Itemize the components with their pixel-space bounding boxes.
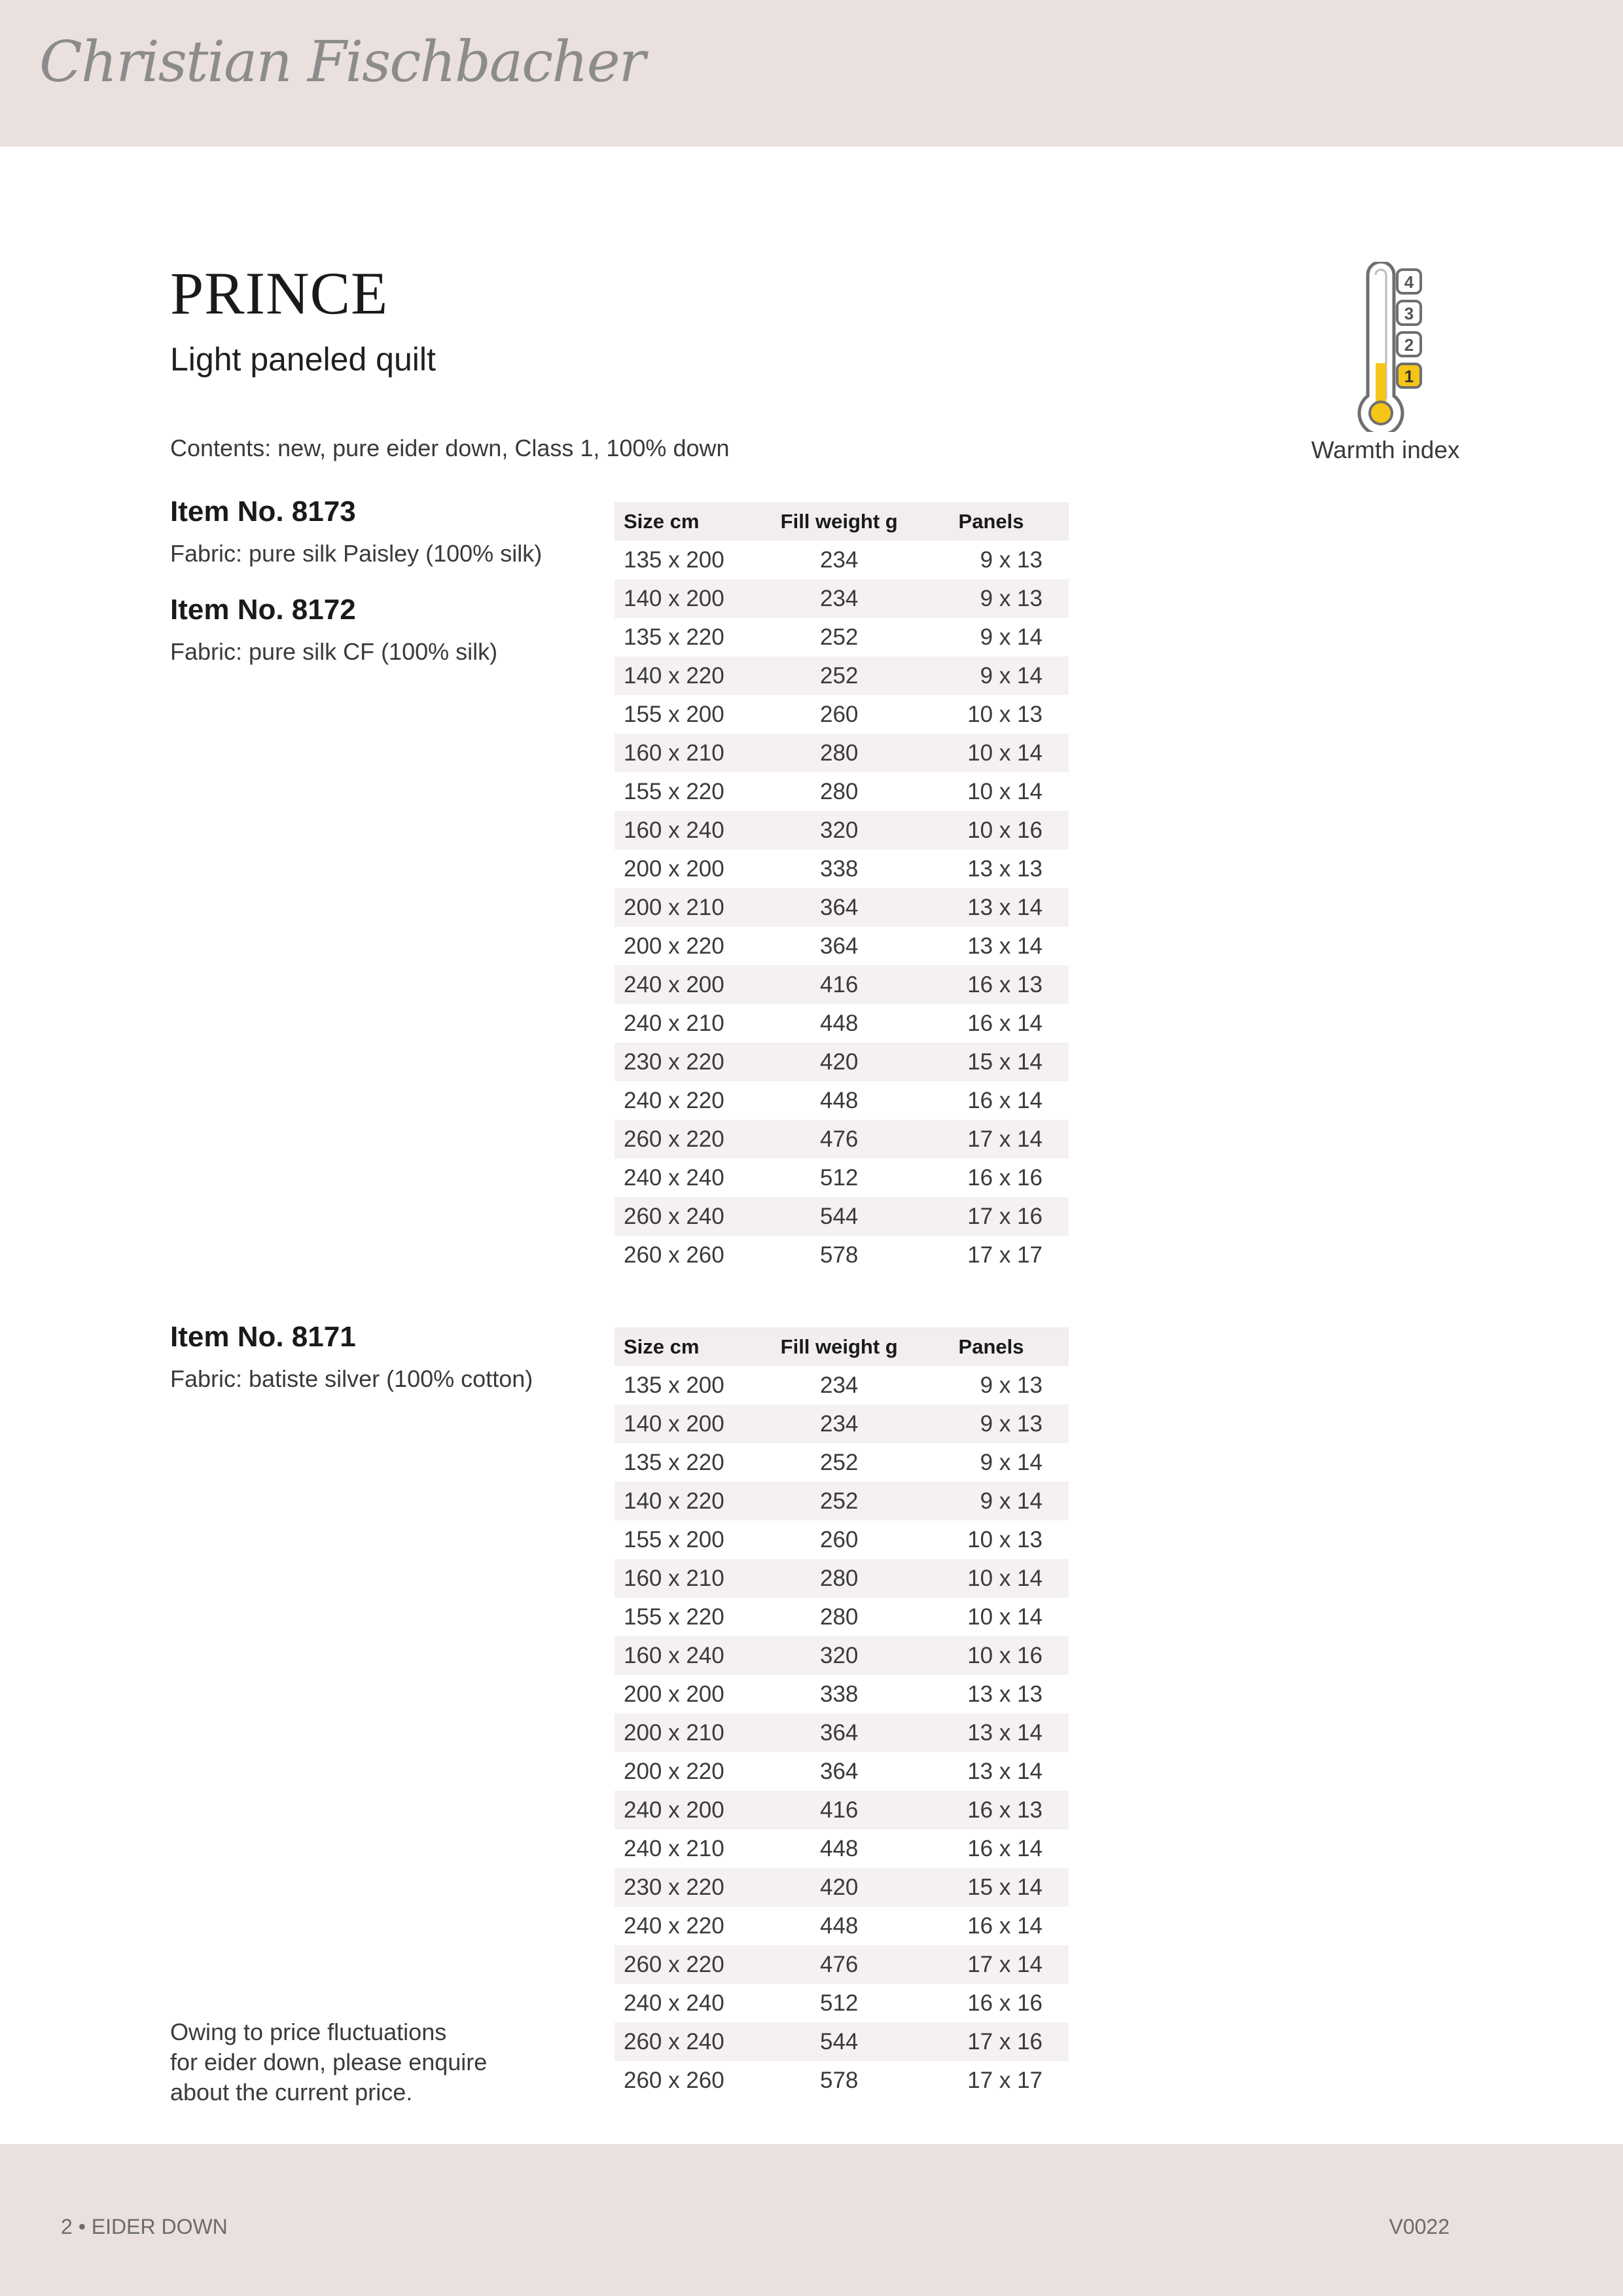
- cell-size: 240 x 240: [624, 1164, 724, 1191]
- cell-fill-weight: 448: [820, 1835, 859, 1861]
- table-row: [615, 656, 1069, 695]
- cell-size: 140 x 220: [615, 656, 764, 695]
- table-row: [615, 1559, 1069, 1598]
- item-fabric: Fabric: batiste silver (100% cotton): [170, 1365, 533, 1392]
- price-note-line: Owing to price fluctuations: [170, 2018, 447, 2045]
- cell-size: 260 x 260: [624, 2067, 724, 2093]
- cell-size: 200 x 200: [624, 1681, 724, 1707]
- cell-size: 260 x 240: [615, 1197, 764, 1236]
- cell-size: 160 x 240: [615, 1636, 764, 1675]
- cell-size: 135 x 220: [624, 1449, 724, 1475]
- cell-size: 240 x 220: [624, 1912, 724, 1939]
- brand-logo: Christian Fischbacher: [39, 29, 645, 95]
- table-row: [615, 1945, 1069, 1984]
- cell-size: 160 x 210: [615, 1559, 764, 1598]
- table-row: [615, 1520, 1069, 1559]
- cell-size: 135 x 220: [624, 624, 724, 650]
- cell-size: 240 x 240: [624, 1990, 724, 2016]
- cell-size: 200 x 220: [624, 933, 724, 959]
- cell-size: 260 x 240: [615, 2022, 764, 2061]
- cell-size: 155 x 220: [624, 1604, 724, 1630]
- cell-size: 260 x 220: [615, 1120, 764, 1158]
- cell-size: 230 x 220: [615, 1043, 764, 1081]
- cell-size: 230 x 220: [615, 1868, 764, 1907]
- mercury-fill: [1376, 363, 1386, 406]
- cell-fill-weight: 280: [820, 1604, 859, 1630]
- product-title: PRINCE: [170, 260, 389, 327]
- table-row: [615, 888, 1069, 927]
- item-title: Item No. 8173: [170, 495, 356, 528]
- cell-panels: 16 x 14: [967, 1087, 1043, 1113]
- cell-fill-weight: 252: [764, 656, 914, 695]
- table-row: [615, 1791, 1069, 1829]
- cell-panels: 13 x 14: [967, 1758, 1043, 1784]
- cell-panels: 9 x 14: [980, 1449, 1043, 1475]
- cell-fill-weight: 544: [764, 1197, 914, 1236]
- warmth-level-label: 2: [1404, 335, 1414, 355]
- cell-size: 200 x 200: [624, 855, 724, 882]
- cell-panels: 9 x 14: [980, 624, 1043, 650]
- item-fabric: Fabric: pure silk Paisley (100% silk): [170, 540, 543, 567]
- column-header-size: Size cm: [615, 1327, 764, 1366]
- cell-fill-weight: 364: [820, 933, 859, 959]
- page-label: 2 • EIDER DOWN: [61, 2215, 228, 2238]
- cell-size: 155 x 220: [624, 778, 724, 804]
- table-row: [615, 1236, 1069, 1274]
- warmth-level-label: 4: [1404, 272, 1414, 292]
- cell-fill-weight: 476: [764, 1120, 914, 1158]
- cell-size: 135 x 200: [624, 547, 724, 573]
- table-row: [615, 579, 1069, 618]
- cell-size: 155 x 200: [624, 701, 724, 727]
- product-subtitle: Light paneled quilt: [170, 341, 436, 378]
- cell-size: 135 x 200: [624, 1372, 724, 1398]
- cell-fill-weight: 280: [764, 1559, 914, 1598]
- cell-fill-weight: 578: [820, 1242, 859, 1268]
- cell-fill-weight: 320: [764, 811, 914, 850]
- cell-fill-weight: 448: [820, 1087, 859, 1113]
- header-bar: [0, 0, 1623, 147]
- table-row: [615, 734, 1069, 772]
- table-row: [615, 965, 1069, 1004]
- table-row: [615, 1598, 1069, 1636]
- cell-fill-weight: 364: [820, 1758, 859, 1784]
- cell-fill-weight: 476: [764, 1945, 914, 1984]
- cell-fill-weight: 544: [764, 2022, 914, 2061]
- table-row: [615, 541, 1069, 579]
- table-row: [615, 1197, 1069, 1236]
- cell-panels: 9 x 13: [914, 579, 1069, 618]
- cell-fill-weight: 234: [820, 547, 859, 573]
- cell-fill-weight: 234: [764, 1405, 914, 1443]
- table-row: [615, 850, 1069, 888]
- cell-size: 140 x 220: [615, 1482, 764, 1520]
- cell-panels: 13 x 13: [967, 855, 1043, 882]
- table-row: [615, 772, 1069, 811]
- cell-fill-weight: 252: [820, 1449, 859, 1475]
- table-row: [615, 1120, 1069, 1158]
- cell-panels: 9 x 13: [980, 547, 1043, 573]
- cell-panels: 17 x 16: [914, 1197, 1069, 1236]
- cell-size: 240 x 200: [615, 965, 764, 1004]
- cell-fill-weight: 260: [820, 1526, 859, 1552]
- cell-fill-weight: 364: [764, 888, 914, 927]
- table-row: [615, 1868, 1069, 1907]
- cell-fill-weight: 234: [764, 579, 914, 618]
- cell-panels: 16 x 14: [967, 1835, 1043, 1861]
- thermometer-icon: [1335, 262, 1466, 432]
- cell-panels: 9 x 14: [914, 656, 1069, 695]
- cell-panels: 16 x 14: [967, 1912, 1043, 1939]
- warmth-level-label: 1: [1404, 367, 1414, 386]
- table-row: [615, 618, 1069, 656]
- column-header-panels: Panels: [914, 1327, 1069, 1366]
- item-title: Item No. 8171: [170, 1321, 356, 1353]
- cell-panels: 10 x 14: [967, 778, 1043, 804]
- spec-table-1: [615, 502, 1069, 1274]
- cell-size: 200 x 210: [615, 888, 764, 927]
- table-row: [615, 1907, 1069, 1945]
- table-row: [615, 1405, 1069, 1443]
- cell-panels: 10 x 13: [967, 1526, 1043, 1552]
- cell-size: 160 x 240: [615, 811, 764, 850]
- cell-panels: 16 x 14: [967, 1010, 1043, 1036]
- cell-panels: 15 x 14: [914, 1868, 1069, 1907]
- cell-size: 140 x 200: [615, 1405, 764, 1443]
- cell-size: 155 x 200: [624, 1526, 724, 1552]
- table-row: [615, 1366, 1069, 1405]
- table-row: [615, 2022, 1069, 2061]
- cell-panels: 9 x 13: [980, 1372, 1043, 1398]
- cell-size: 240 x 210: [624, 1835, 724, 1861]
- cell-panels: 13 x 14: [914, 888, 1069, 927]
- cell-size: 160 x 210: [615, 734, 764, 772]
- item-fabric: Fabric: pure silk CF (100% silk): [170, 638, 498, 665]
- cell-fill-weight: 364: [764, 1713, 914, 1752]
- table-row: [615, 1984, 1069, 2022]
- cell-size: 240 x 200: [615, 1791, 764, 1829]
- table-row: [615, 1443, 1069, 1482]
- cell-fill-weight: 416: [764, 1791, 914, 1829]
- cell-panels: 16 x 13: [914, 1791, 1069, 1829]
- cell-fill-weight: 338: [820, 1681, 859, 1707]
- cell-size: 260 x 260: [624, 1242, 724, 1268]
- cell-fill-weight: 252: [764, 1482, 914, 1520]
- cell-panels: 9 x 14: [914, 1482, 1069, 1520]
- column-header-fill-weight: Fill weight g: [764, 502, 914, 541]
- cell-size: 200 x 210: [615, 1713, 764, 1752]
- table-header-row: [615, 1327, 1069, 1366]
- cell-fill-weight: 420: [764, 1043, 914, 1081]
- cell-panels: 10 x 16: [914, 1636, 1069, 1675]
- table-header-row: [615, 502, 1069, 541]
- table-row: [615, 1482, 1069, 1520]
- cell-panels: 10 x 14: [914, 1559, 1069, 1598]
- cell-fill-weight: 578: [820, 2067, 859, 2093]
- cell-panels: 15 x 14: [914, 1043, 1069, 1081]
- cell-panels: 10 x 14: [967, 1604, 1043, 1630]
- cell-fill-weight: 512: [820, 1990, 859, 2016]
- cell-panels: 17 x 17: [967, 2067, 1043, 2093]
- price-note-line: for eider down, please enquire: [170, 2049, 488, 2075]
- table-row: [615, 1158, 1069, 1197]
- cell-fill-weight: 260: [820, 701, 859, 727]
- table-row: [615, 927, 1069, 965]
- cell-panels: 17 x 14: [914, 1945, 1069, 1984]
- table-row: [615, 1004, 1069, 1043]
- cell-fill-weight: 512: [820, 1164, 859, 1191]
- cell-panels: 17 x 17: [967, 1242, 1043, 1268]
- cell-fill-weight: 448: [820, 1010, 859, 1036]
- cell-panels: 13 x 14: [914, 1713, 1069, 1752]
- table-row: [615, 1829, 1069, 1868]
- item-title: Item No. 8172: [170, 594, 356, 626]
- table-row: [615, 1081, 1069, 1120]
- version-code: V0022: [1389, 2215, 1450, 2238]
- warmth-level-label: 3: [1404, 304, 1414, 323]
- table-row: [615, 2061, 1069, 2100]
- table-row: [615, 1636, 1069, 1675]
- cell-fill-weight: 448: [820, 1912, 859, 1939]
- cell-panels: 17 x 14: [914, 1120, 1069, 1158]
- product-contents: Contents: new, pure eider down, Class 1, 100% down: [170, 435, 730, 461]
- column-header-size: Size cm: [615, 502, 764, 541]
- table-row: [615, 1043, 1069, 1081]
- cell-panels: 10 x 16: [914, 811, 1069, 850]
- table-row: [615, 1675, 1069, 1713]
- cell-fill-weight: 280: [764, 734, 914, 772]
- column-header-panels: Panels: [914, 502, 1069, 541]
- cell-fill-weight: 420: [764, 1868, 914, 1907]
- cell-panels: 9 x 13: [914, 1405, 1069, 1443]
- footer-bar: [0, 2144, 1623, 2296]
- price-note: [170, 2017, 487, 2108]
- cell-panels: 17 x 16: [914, 2022, 1069, 2061]
- cell-fill-weight: 320: [764, 1636, 914, 1675]
- cell-fill-weight: 280: [820, 778, 859, 804]
- cell-fill-weight: 416: [764, 965, 914, 1004]
- cell-size: 240 x 220: [624, 1087, 724, 1113]
- cell-panels: 16 x 16: [967, 1164, 1043, 1191]
- cell-panels: 13 x 13: [967, 1681, 1043, 1707]
- cell-panels: 10 x 14: [914, 734, 1069, 772]
- cell-panels: 10 x 13: [967, 701, 1043, 727]
- column-header-fill-weight: Fill weight g: [764, 1327, 914, 1366]
- cell-panels: 16 x 13: [914, 965, 1069, 1004]
- cell-fill-weight: 252: [820, 624, 859, 650]
- table-row: [615, 811, 1069, 850]
- table-row: [615, 695, 1069, 734]
- price-note-line: about the current price.: [170, 2079, 413, 2106]
- cell-size: 140 x 200: [615, 579, 764, 618]
- table-row: [615, 1713, 1069, 1752]
- cell-panels: 13 x 14: [967, 933, 1043, 959]
- spec-table-2: [615, 1327, 1069, 2100]
- cell-size: 240 x 210: [624, 1010, 724, 1036]
- cell-fill-weight: 338: [820, 855, 859, 882]
- cell-panels: 16 x 16: [967, 1990, 1043, 2016]
- cell-size: 260 x 220: [615, 1945, 764, 1984]
- cell-size: 200 x 220: [624, 1758, 724, 1784]
- warmth-index-label: Warmth index: [1311, 437, 1460, 463]
- cell-fill-weight: 234: [820, 1372, 859, 1398]
- table-row: [615, 1752, 1069, 1791]
